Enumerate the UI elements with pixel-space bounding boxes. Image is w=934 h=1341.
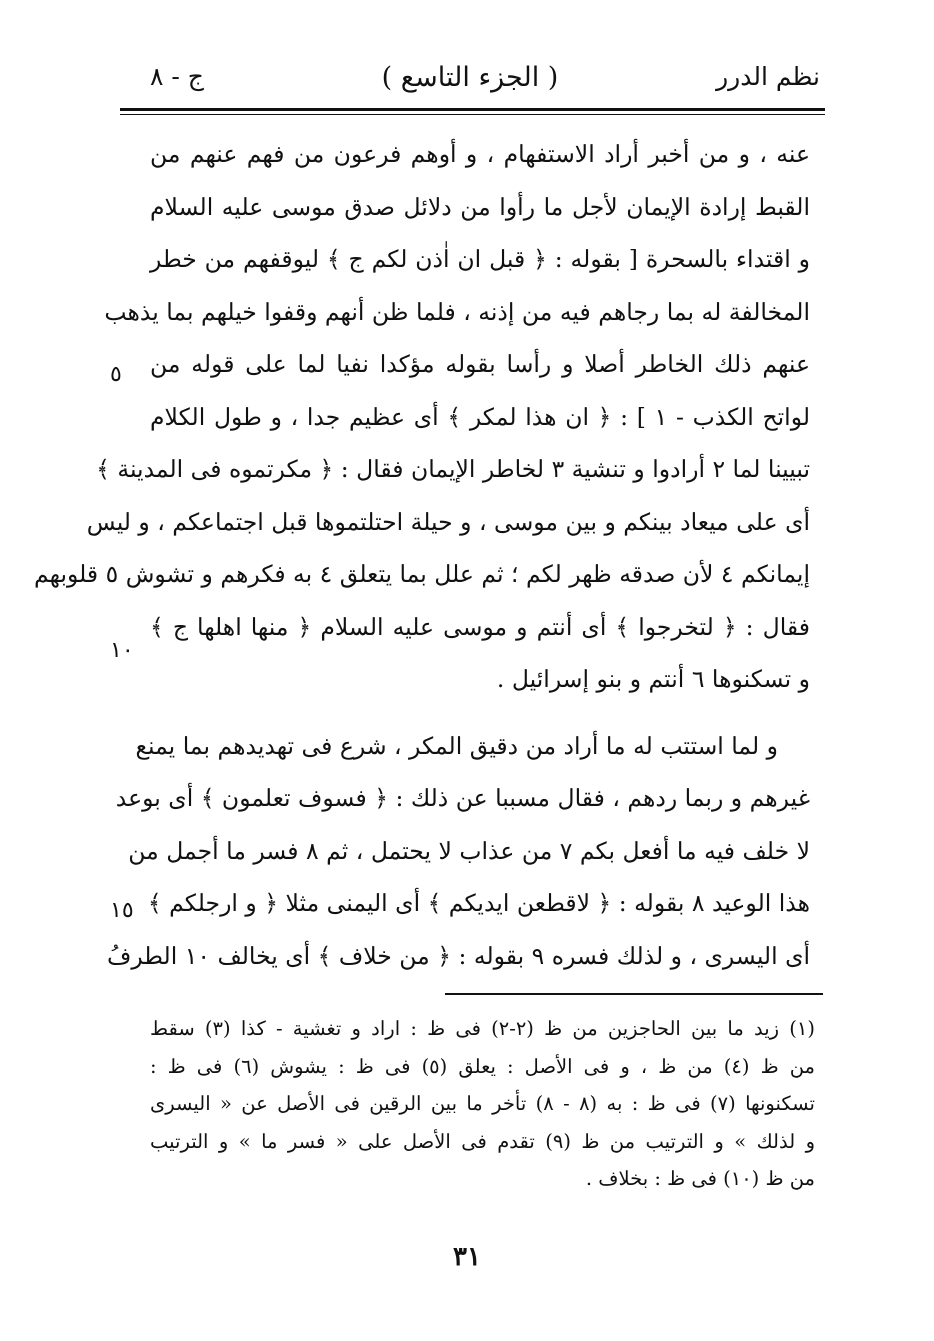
text-line: عنهم ذلك الخاطر أصلا و رأسا بقوله مؤكدا نفيا لما على قوله من: [150, 350, 810, 378]
text-line: القبط إرادة الإيمان لأجل ما رأوا من دلائل صدق موسى عليه السلام: [150, 192, 810, 221]
text-line: أى على ميعاد بينكم و بين موسى ، و حيلة احتلتموها قبل اجتماعكم ، و ليس: [86, 507, 810, 536]
footnote-line: (١) زيد ما بين الحاجزين من ظ (٢-٢) فى ظ : اراد و تغشية - كذا (٣) سقط: [150, 1017, 815, 1040]
text-line: و اقتداء بالسحرة [ بقوله : ﴿ قبل ان اٰذن لكم ج ﴾ ليوقفهم من خطر: [150, 245, 810, 273]
line-number-15: ١٥: [110, 898, 134, 923]
text-line: المخالفة له بما رجاهم فيه من إذنه ، فلما ظن أنهم وقفوا خيلهم بما يذهب: [104, 297, 810, 326]
text-line: لا خلف فيه ما أفعل بكم ٧ من عذاب لا يحتمل ، ثم ٨ فسر ما أجمل من: [128, 836, 810, 865]
line-number-10: ١٠: [110, 638, 134, 663]
text-line: هذا الوعيد ٨ بقوله : ﴿ لاقطعن ايديكم ﴾ أى اليمنى مثلا ﴿ و ارجلكم ﴾: [147, 889, 810, 917]
footnote-line: تسكنونها (٧) فى ظ : به (٨ - ٨) تأخر ما بين الرقين فى الأصل عن « اليسرى: [150, 1092, 815, 1115]
header-rule: [120, 108, 825, 111]
text-line: غيرهم و ربما ردهم ، فقال مسببا عن ذلك : ﴿ فسوف تعلمون ﴾ أى بوعد: [115, 784, 810, 812]
text-line: إيمانكم ٤ لأن صدقه ظهر لكم ؛ ثم علل بما يتعلق ٤ به فكرهم و تشوش ٥ قلوبهم: [33, 560, 810, 588]
text-line: و لما استتب له ما أراد من دقيق المكر ، شرع فى تهديدهم بما يمنع: [135, 731, 778, 760]
text-line: فقال : ﴿ لتخرجوا ﴾ أى أنتم و موسى عليه السلام ﴿ منها اهلها ج ﴾: [150, 612, 810, 641]
text-line: أى اليسرى ، و لذلك فسره ٩ بقوله : ﴿ من خلاف ﴾ أى يخالف ١٠ الطرفُ: [106, 941, 810, 970]
page-number: ٣١: [453, 1242, 481, 1272]
page-header: [120, 62, 820, 102]
footnote-line: و لذلك » و الترتيب من ظ (٩) تقدم فى الأصل على « فسر ما » و الترتيب: [150, 1129, 815, 1153]
volume-label: ج - ٨: [150, 62, 204, 91]
footnote-line: من ظ (٤) من ظ ، و فى الأصل : يعلق (٥) فى ظ : يشوش (٦) فى ظ :: [150, 1054, 815, 1078]
footnotes: [150, 1010, 815, 1198]
line-number-5: ٥: [110, 362, 122, 387]
footnote-line: من ظ (١٠) فى ظ : بخلاف .: [585, 1167, 815, 1190]
book-title: نظم الدرر: [716, 62, 820, 91]
text-line: عنه ، و من أخبر أراد الاستفهام ، و أوهم فرعون من فهم عنهم من: [150, 140, 810, 168]
header-rule-thin: [120, 114, 825, 115]
text-line: لواتح الكذب - ١ ] : ﴿ ان هذا لمكر ﴾ أى عظيم جدا ، و طول الكلام: [150, 402, 810, 431]
footnote-rule: [445, 993, 823, 995]
text-line: تبيينا لما ٢ أرادوا و تنشية ٣ لخاطر الإيمان فقال : ﴿ مكرتموه فى المدينة ﴾: [96, 455, 810, 483]
part-title: ( الجزء التاسع ): [381, 62, 559, 93]
text-line: و تسكنوها ٦ أنتم و بنو إسرائيل .: [496, 665, 810, 693]
